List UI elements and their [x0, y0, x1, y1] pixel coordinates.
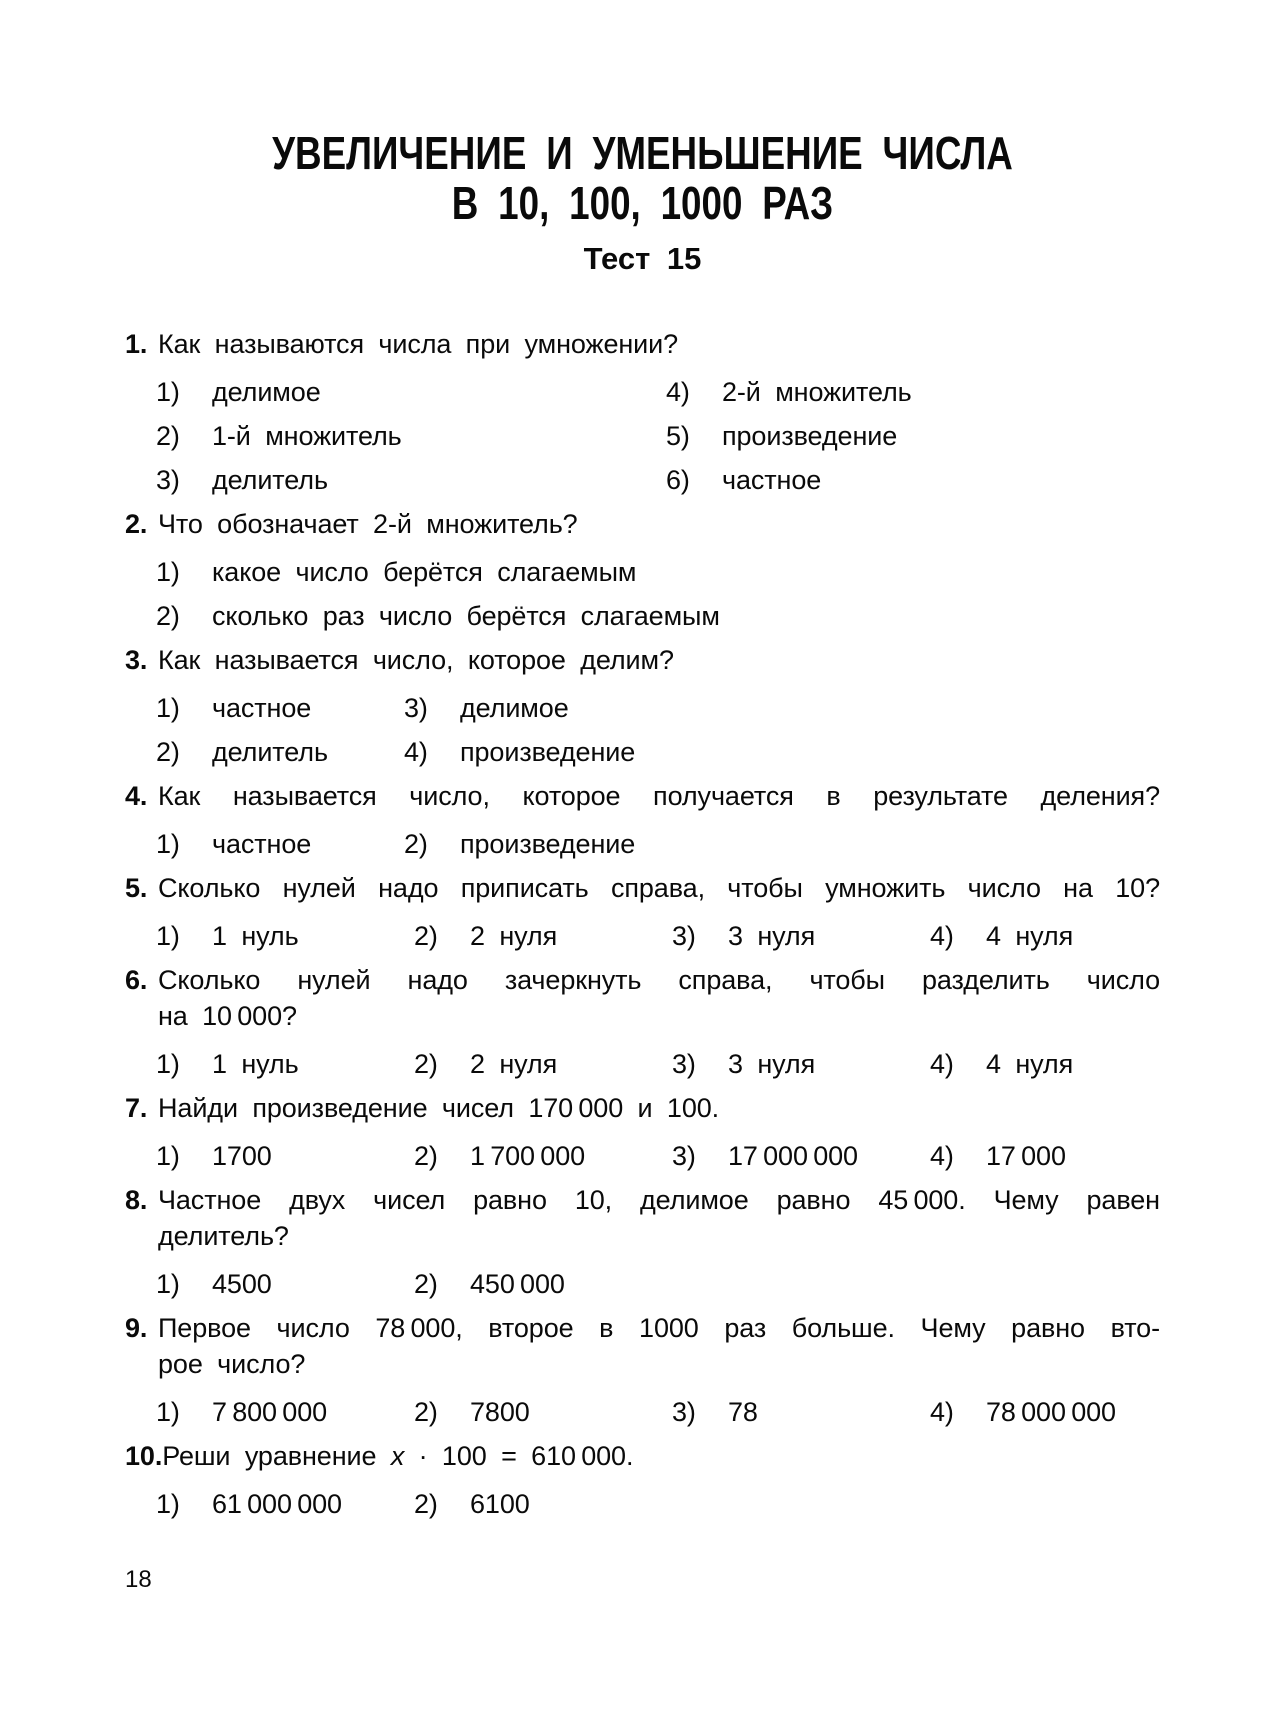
answer-option: [414, 914, 672, 958]
question-block: [125, 326, 1160, 502]
answer-option-text: 78: [728, 1397, 758, 1427]
text-segment: Реши уравнение: [162, 1441, 391, 1471]
answer-option-label: 1): [156, 829, 180, 859]
question-text: [158, 778, 1160, 814]
page-title-line2: В 10, 100, 1000 РАЗ: [451, 177, 834, 229]
question-text-line: Сколько нулей надо зачеркнуть справа, чтобы разделить число: [158, 965, 1160, 995]
answer-option-text: 1 нуль: [212, 1049, 299, 1079]
question-number: 8.: [125, 1185, 148, 1215]
answer-options: [125, 370, 1160, 502]
answer-option: [930, 1134, 1188, 1178]
answer-option-text: 78 000 000: [986, 1397, 1116, 1427]
question-head: [125, 326, 1160, 362]
question-text: [158, 642, 1160, 678]
answer-option: [156, 550, 636, 594]
answer-option-row: [156, 914, 1160, 958]
questions-list: [125, 326, 1160, 1526]
question-text-line: [162, 1438, 1160, 1474]
question-head: [125, 1182, 1160, 1254]
answer-option: [672, 914, 930, 958]
answer-option-label: 4): [930, 1397, 954, 1427]
answer-option: [156, 1262, 414, 1306]
answer-option-label: 2): [414, 921, 438, 951]
answer-option: [672, 1134, 930, 1178]
answer-option-label: 5): [666, 421, 690, 451]
answer-option: [156, 414, 666, 458]
question-block: [125, 1182, 1160, 1306]
answer-option: [414, 1262, 672, 1306]
answer-option-row: [156, 1134, 1160, 1178]
answer-option: [156, 1134, 414, 1178]
answer-option-label: 4): [930, 921, 954, 951]
answer-option: [404, 686, 652, 730]
answer-option: [156, 458, 666, 502]
question-text: [158, 1090, 1160, 1126]
text-segment: · 100 = 610 000.: [404, 1441, 634, 1471]
answer-options: [125, 1390, 1160, 1434]
answer-option-text: 7 800 000: [212, 1397, 328, 1427]
answer-option-text: 1700: [212, 1141, 272, 1171]
answer-option-text: произведение: [722, 421, 898, 451]
answer-option-row: [156, 550, 1160, 594]
answer-option: [156, 914, 414, 958]
answer-option-text: 4 нуля: [986, 921, 1074, 951]
question-text: [158, 506, 1160, 542]
answer-option-text: сколько раз число берётся слагаемым: [212, 601, 720, 631]
question-text-line: Как называется число, которое получается в результате деления?: [158, 781, 1160, 811]
answer-options: [125, 1042, 1160, 1086]
answer-options: [125, 1262, 1160, 1306]
answer-option: [156, 1482, 414, 1526]
answer-option-row: [156, 370, 1160, 414]
answer-option-text: 450 000: [470, 1269, 565, 1299]
answer-option-text: 6100: [470, 1489, 530, 1519]
question-block: [125, 870, 1160, 958]
answer-option: [156, 370, 666, 414]
answer-options: [125, 1482, 1160, 1526]
question-head: [125, 870, 1160, 906]
answer-option-label: 2): [414, 1269, 438, 1299]
answer-option: [930, 1390, 1188, 1434]
answer-option-row: [156, 730, 1160, 774]
question-text-line: Как называются числа при умножении?: [158, 329, 679, 359]
answer-option-label: 3): [404, 693, 428, 723]
answer-options: [125, 914, 1160, 958]
question-text-line: Как называется число, которое делим?: [158, 645, 674, 675]
question-text-line: рое число?: [158, 1349, 306, 1379]
answer-option-label: 3): [672, 1141, 696, 1171]
answer-option-text: делимое: [460, 693, 569, 723]
answer-option-text: 4500: [212, 1269, 272, 1299]
question-head: [125, 1438, 1160, 1474]
answer-option: [156, 1042, 414, 1086]
question-head: [125, 778, 1160, 814]
answer-option: [672, 1390, 930, 1434]
question-number: 5.: [125, 873, 148, 903]
answer-option-label: 2): [414, 1489, 438, 1519]
question-number: 3.: [125, 645, 148, 675]
answer-option-row: [156, 1482, 1160, 1526]
answer-option-text: 2 нуля: [470, 921, 558, 951]
answer-option-label: 1): [156, 1489, 180, 1519]
answer-option-label: 6): [666, 465, 690, 495]
answer-option-text: 1 700 000: [470, 1141, 586, 1171]
answer-option-text: 17 000: [986, 1141, 1066, 1171]
answer-option-text: произведение: [460, 737, 636, 767]
answer-option-label: 2): [404, 829, 428, 859]
answer-option-label: 1): [156, 1049, 180, 1079]
answer-option-text: 4 нуля: [986, 1049, 1074, 1079]
answer-option-text: делитель: [212, 737, 328, 767]
page-title-line1: УВЕЛИЧЕНИЕ И УМЕНЬШЕНИЕ ЧИСЛА: [272, 127, 1013, 179]
answer-option-label: 2): [414, 1141, 438, 1171]
question-block: [125, 506, 1160, 638]
answer-option-text: делимое: [212, 377, 321, 407]
answer-option: [156, 1390, 414, 1434]
answer-option: [414, 1390, 672, 1434]
question-block: [125, 1090, 1160, 1178]
answer-option: [156, 730, 404, 774]
page-content: [125, 0, 1160, 1530]
answer-option-text: 7800: [470, 1397, 530, 1427]
question-block: [125, 1310, 1160, 1434]
answer-option-text: 2-й множитель: [722, 377, 912, 407]
answer-option: [666, 370, 1176, 414]
answer-option-text: 1-й множитель: [212, 421, 402, 451]
answer-option-text: 1 нуль: [212, 921, 299, 951]
answer-options: [125, 686, 1160, 774]
answer-option-label: 4): [930, 1141, 954, 1171]
answer-option-text: 17 000 000: [728, 1141, 858, 1171]
answer-options: [125, 1134, 1160, 1178]
answer-option: [930, 1042, 1188, 1086]
answer-option-text: частное: [722, 465, 822, 495]
answer-option: [666, 458, 1176, 502]
question-text-line: на 10 000?: [158, 1001, 297, 1031]
question-number: 1.: [125, 329, 148, 359]
answer-option-label: 2): [414, 1049, 438, 1079]
answer-option: [156, 822, 404, 866]
question-block: [125, 962, 1160, 1086]
answer-option-row: [156, 414, 1160, 458]
question-text-line: Первое число 78 000, второе в 1000 раз больше. Чему равно вто-: [158, 1313, 1160, 1343]
question-text: [158, 962, 1160, 1034]
answer-option-text: делитель: [212, 465, 328, 495]
answer-option: [404, 822, 652, 866]
answer-option-row: [156, 1390, 1160, 1434]
answer-option-text: произведение: [460, 829, 636, 859]
answer-option: [930, 914, 1188, 958]
answer-option-label: 2): [414, 1397, 438, 1427]
question-text: [158, 870, 1160, 906]
answer-option-label: 3): [672, 1397, 696, 1427]
answer-option-label: 1): [156, 1269, 180, 1299]
question-block: [125, 1438, 1160, 1526]
answer-option-label: 3): [156, 465, 180, 495]
answer-option-row: [156, 686, 1160, 730]
answer-option-label: 1): [156, 1397, 180, 1427]
answer-option-text: какое число берётся слагаемым: [212, 557, 637, 587]
test-number-heading: Тест 15: [583, 241, 702, 276]
answer-option-label: 3): [672, 921, 696, 951]
question-text: [162, 1438, 1160, 1474]
question-head: [125, 962, 1160, 1034]
answer-option: [404, 730, 652, 774]
question-text-line: Что обозначает 2-й множитель?: [158, 509, 578, 539]
question-number: 7.: [125, 1093, 148, 1123]
answer-option-label: 3): [672, 1049, 696, 1079]
answer-option-label: 1): [156, 557, 180, 587]
answer-option-label: 1): [156, 693, 180, 723]
answer-option-label: 2): [156, 737, 180, 767]
answer-option-label: 1): [156, 1141, 180, 1171]
question-block: [125, 778, 1160, 866]
variable-x: x: [390, 1441, 405, 1471]
question-text: [158, 326, 1160, 362]
answer-option-label: 1): [156, 377, 180, 407]
question-head: [125, 1310, 1160, 1382]
question-number: 2.: [125, 509, 148, 539]
answer-option: [414, 1134, 672, 1178]
question-number: 4.: [125, 781, 148, 811]
answer-option: [156, 686, 404, 730]
question-head: [125, 1090, 1160, 1126]
answer-option: [666, 414, 1176, 458]
answer-option-label: 4): [666, 377, 690, 407]
question-text-line: Частное двух чисел равно 10, делимое равно 45 000. Чему равен: [158, 1185, 1160, 1215]
answer-option-text: 2 нуля: [470, 1049, 558, 1079]
answer-option-label: 2): [156, 601, 180, 631]
answer-option-row: [156, 1042, 1160, 1086]
answer-option-text: 3 нуля: [728, 921, 816, 951]
answer-options: [125, 822, 1160, 866]
question-text-line: Найди произведение чисел 170 000 и 100.: [158, 1093, 720, 1123]
answer-option: [414, 1042, 672, 1086]
question-text: [158, 1310, 1160, 1382]
question-text-line: Сколько нулей надо приписать справа, чтобы умножить число на 10?: [158, 873, 1160, 903]
answer-option-label: 4): [930, 1049, 954, 1079]
answer-option-row: [156, 594, 1160, 638]
answer-option-text: 61 000 000: [212, 1489, 342, 1519]
page-number: 18: [125, 1566, 152, 1593]
answer-option-label: 4): [404, 737, 428, 767]
answer-option-label: 1): [156, 921, 180, 951]
question-head: [125, 506, 1160, 542]
question-number: 10.: [125, 1441, 163, 1471]
question-head: [125, 642, 1160, 678]
question-text: [158, 1182, 1160, 1254]
answer-option: [156, 594, 720, 638]
answer-option-text: 3 нуля: [728, 1049, 816, 1079]
question-block: [125, 642, 1160, 774]
question-number: 6.: [125, 965, 148, 995]
answer-option: [672, 1042, 930, 1086]
answer-option: [414, 1482, 672, 1526]
answer-option-row: [156, 822, 1160, 866]
answer-option-row: [156, 458, 1160, 502]
answer-option-text: частное: [212, 829, 312, 859]
question-number: 9.: [125, 1313, 148, 1343]
answer-option-text: частное: [212, 693, 312, 723]
answer-option-label: 2): [156, 421, 180, 451]
answer-options: [125, 550, 1160, 638]
answer-option-row: [156, 1262, 1160, 1306]
question-text-line: делитель?: [158, 1221, 289, 1251]
